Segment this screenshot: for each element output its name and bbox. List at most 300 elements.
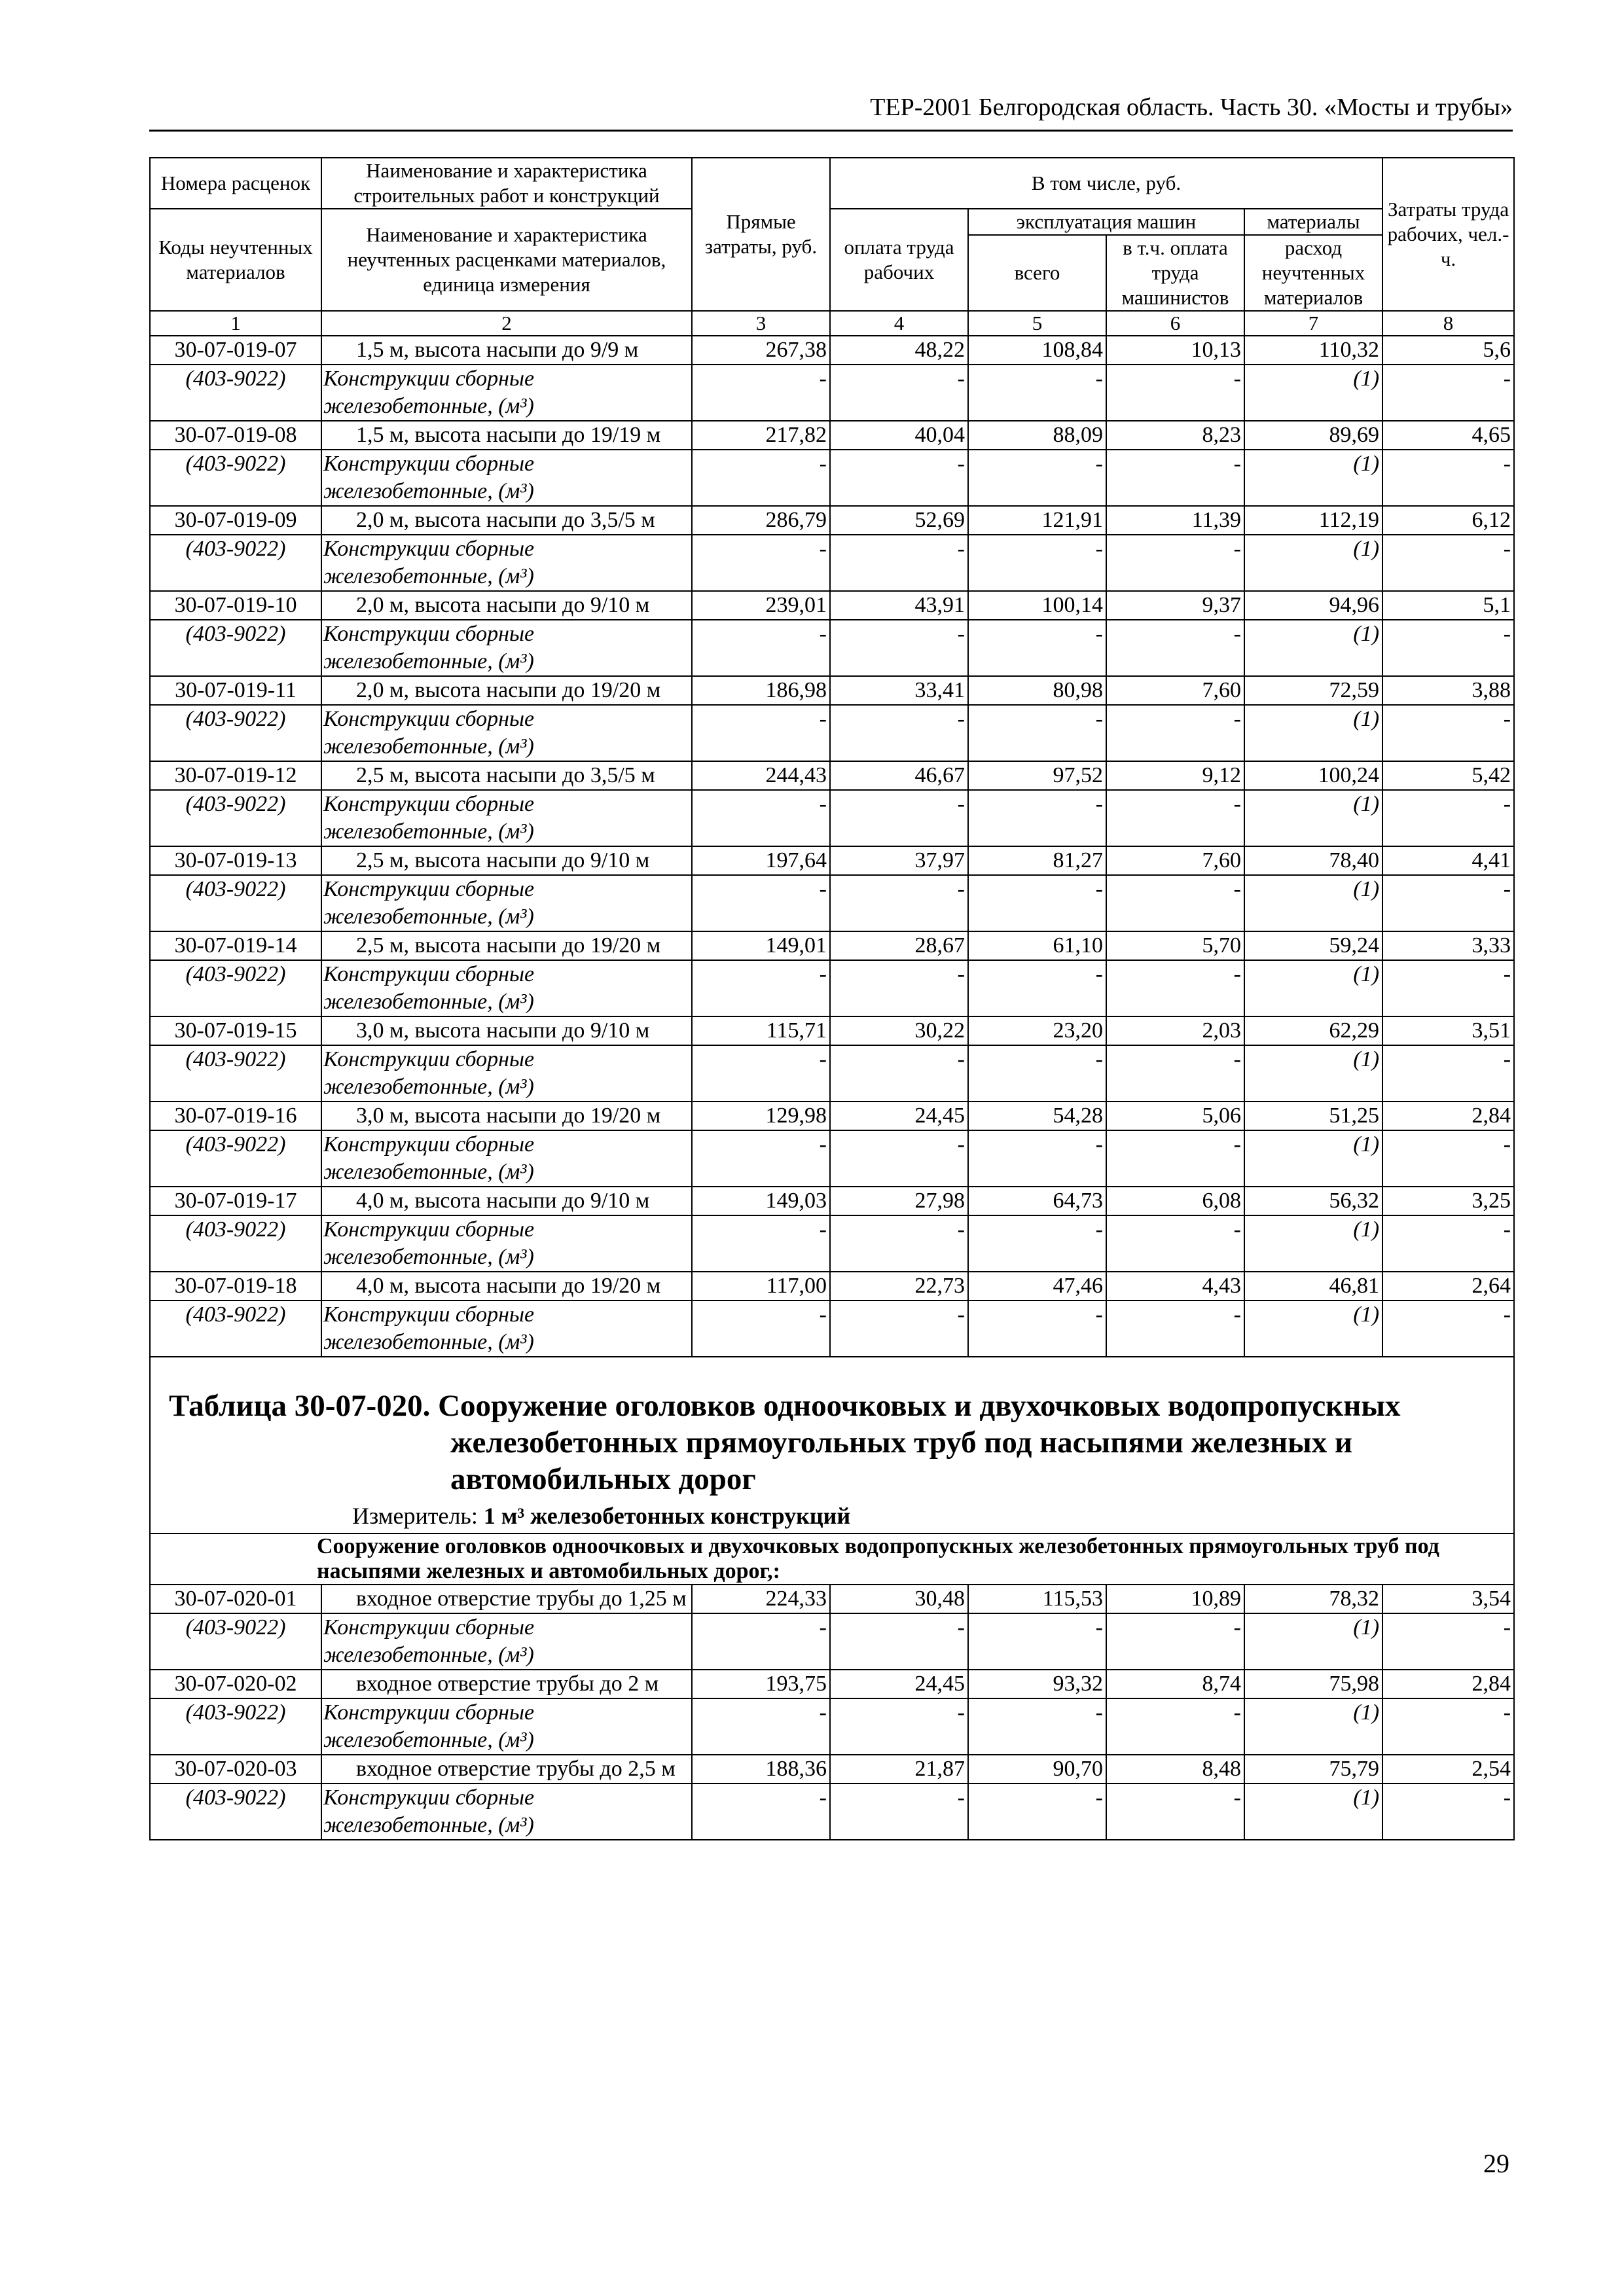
- rate-value: 78,40: [1244, 846, 1382, 875]
- rate-value: 80,98: [968, 676, 1106, 705]
- rate-value: 5,42: [1382, 761, 1514, 790]
- rate-value: 267,38: [692, 336, 830, 365]
- material-value: -: [1382, 535, 1514, 591]
- material-value: -: [1106, 1698, 1244, 1755]
- material-description: Конструкции сборные железобетонные, (м³): [321, 535, 692, 591]
- material-value: -: [830, 960, 968, 1016]
- material-value: -: [692, 1613, 830, 1670]
- rate-value: 33,41: [830, 676, 968, 705]
- rate-value: 193,75: [692, 1670, 830, 1698]
- material-value: (1): [1244, 1215, 1382, 1272]
- col-labor-pay: оплата труда рабочих: [830, 209, 968, 311]
- material-value: (1): [1244, 1613, 1382, 1670]
- material-value: -: [1382, 1784, 1514, 1840]
- material-value: (1): [1244, 1300, 1382, 1357]
- material-value: (1): [1244, 960, 1382, 1016]
- material-value: (1): [1244, 1698, 1382, 1755]
- material-value: -: [692, 705, 830, 761]
- rate-row: [150, 1016, 1514, 1045]
- rate-row: [150, 1670, 1514, 1698]
- material-description: Конструкции сборные железобетонные, (м³): [321, 620, 692, 676]
- rate-value: 6,08: [1106, 1187, 1244, 1215]
- material-value: -: [1382, 1300, 1514, 1357]
- material-value: -: [1106, 365, 1244, 421]
- material-description: Конструкции сборные железобетонные, (м³): [321, 1698, 692, 1755]
- material-value: -: [1382, 1215, 1514, 1272]
- rate-value: 4,43: [1106, 1272, 1244, 1300]
- col-name-top: Наименование и характеристика строительных работ и конструкций: [321, 158, 692, 209]
- material-code: (403-9022): [150, 620, 321, 676]
- rate-value: 8,74: [1106, 1670, 1244, 1698]
- rate-value: 2,64: [1382, 1272, 1514, 1300]
- rate-code: 30-07-019-09: [150, 506, 321, 535]
- material-value: -: [830, 1045, 968, 1102]
- rate-value: 28,67: [830, 931, 968, 960]
- material-value: -: [1382, 790, 1514, 846]
- material-code: (403-9022): [150, 960, 321, 1016]
- rate-value: 61,10: [968, 931, 1106, 960]
- col-incl-header: В том числе, руб.: [830, 158, 1382, 209]
- rate-value: 9,37: [1106, 591, 1244, 620]
- rate-value: 5,1: [1382, 591, 1514, 620]
- rate-description: 3,0 м, высота насыпи до 9/10 м: [321, 1016, 692, 1045]
- material-value: -: [1106, 1215, 1244, 1272]
- rate-row: [150, 846, 1514, 875]
- material-value: -: [830, 875, 968, 931]
- material-value: -: [1106, 1784, 1244, 1840]
- rates-table: [149, 157, 1515, 1840]
- rate-value: 188,36: [692, 1755, 830, 1784]
- material-description: Конструкции сборные железобетонные, (м³): [321, 1045, 692, 1102]
- rate-value: 2,54: [1382, 1755, 1514, 1784]
- rate-value: 112,19: [1244, 506, 1382, 535]
- rate-description: 4,0 м, высота насыпи до 9/10 м: [321, 1187, 692, 1215]
- rate-value: 9,12: [1106, 761, 1244, 790]
- rate-value: 217,82: [692, 421, 830, 450]
- material-row: [150, 1300, 1514, 1357]
- rate-value: 4,65: [1382, 421, 1514, 450]
- rate-value: 7,60: [1106, 846, 1244, 875]
- table-body-020: [150, 1585, 1514, 1840]
- rate-value: 239,01: [692, 591, 830, 620]
- rate-value: 5,06: [1106, 1102, 1244, 1130]
- material-value: -: [1106, 535, 1244, 591]
- rate-value: 244,43: [692, 761, 830, 790]
- rate-value: 117,00: [692, 1272, 830, 1300]
- table-body-019: [150, 336, 1514, 1357]
- col-machines: эксплуатация машин: [968, 209, 1244, 235]
- rate-value: 64,73: [968, 1187, 1106, 1215]
- rate-description: 2,0 м, высота насыпи до 19/20 м: [321, 676, 692, 705]
- rate-row: [150, 336, 1514, 365]
- material-value: -: [830, 1300, 968, 1357]
- rate-value: 6,12: [1382, 506, 1514, 535]
- rate-value: 2,84: [1382, 1102, 1514, 1130]
- rate-description: входное отверстие трубы до 1,25 м: [321, 1585, 692, 1613]
- rate-description: 1,5 м, высота насыпи до 9/9 м: [321, 336, 692, 365]
- material-value: (1): [1244, 1045, 1382, 1102]
- rate-value: 3,25: [1382, 1187, 1514, 1215]
- rate-row: [150, 1102, 1514, 1130]
- material-value: -: [830, 1613, 968, 1670]
- material-code: (403-9022): [150, 450, 321, 506]
- rate-code: 30-07-019-10: [150, 591, 321, 620]
- material-value: -: [692, 535, 830, 591]
- material-value: (1): [1244, 365, 1382, 421]
- rate-value: 108,84: [968, 336, 1106, 365]
- material-value: -: [968, 1698, 1106, 1755]
- rate-value: 224,33: [692, 1585, 830, 1613]
- rate-row: [150, 506, 1514, 535]
- rate-code: 30-07-019-15: [150, 1016, 321, 1045]
- rate-value: 4,41: [1382, 846, 1514, 875]
- col-number: 1: [150, 311, 321, 336]
- material-value: -: [1382, 960, 1514, 1016]
- rate-value: 46,67: [830, 761, 968, 790]
- material-value: -: [692, 1698, 830, 1755]
- rate-value: 21,87: [830, 1755, 968, 1784]
- material-row: [150, 1613, 1514, 1670]
- col-number: 8: [1382, 311, 1514, 336]
- material-value: (1): [1244, 535, 1382, 591]
- material-row: [150, 1784, 1514, 1840]
- material-code: (403-9022): [150, 535, 321, 591]
- material-value: (1): [1244, 620, 1382, 676]
- material-value: -: [1106, 1613, 1244, 1670]
- material-value: -: [968, 620, 1106, 676]
- rate-value: 75,79: [1244, 1755, 1382, 1784]
- material-description: Конструкции сборные железобетонные, (м³): [321, 790, 692, 846]
- material-value: -: [1106, 620, 1244, 676]
- material-description: Конструкции сборные железобетонные, (м³): [321, 365, 692, 421]
- rate-value: 3,54: [1382, 1585, 1514, 1613]
- rate-value: 46,81: [1244, 1272, 1382, 1300]
- material-row: [150, 365, 1514, 421]
- rate-value: 30,22: [830, 1016, 968, 1045]
- material-row: [150, 1130, 1514, 1187]
- material-value: -: [1106, 875, 1244, 931]
- material-row: [150, 1698, 1514, 1755]
- rate-value: 100,24: [1244, 761, 1382, 790]
- rate-value: 10,13: [1106, 336, 1244, 365]
- col-name-bottom: Наименование и характеристика неучтенных расценками материалов, единица измерения: [321, 209, 692, 311]
- rate-value: 100,14: [968, 591, 1106, 620]
- rate-value: 97,52: [968, 761, 1106, 790]
- rate-description: 2,0 м, высота насыпи до 3,5/5 м: [321, 506, 692, 535]
- material-value: -: [1382, 1698, 1514, 1755]
- material-value: -: [830, 1784, 968, 1840]
- material-value: -: [830, 620, 968, 676]
- rate-value: 23,20: [968, 1016, 1106, 1045]
- material-description: Конструкции сборные железобетонные, (м³): [321, 1300, 692, 1357]
- material-value: -: [968, 365, 1106, 421]
- measurement-unit: Измеритель: 1 м³ железобетонных конструкций: [352, 1503, 851, 1529]
- material-value: -: [830, 790, 968, 846]
- rate-value: 22,73: [830, 1272, 968, 1300]
- col-number: 7: [1244, 311, 1382, 336]
- rate-value: 3,88: [1382, 676, 1514, 705]
- rate-value: 72,59: [1244, 676, 1382, 705]
- col-direct-costs: Прямые затраты, руб.: [692, 158, 830, 311]
- rate-value: 89,69: [1244, 421, 1382, 450]
- material-value: -: [968, 790, 1106, 846]
- rate-value: 75,98: [1244, 1670, 1382, 1698]
- material-value: -: [1106, 450, 1244, 506]
- rate-value: 47,46: [968, 1272, 1106, 1300]
- material-code: (403-9022): [150, 875, 321, 931]
- rate-code: 30-07-019-13: [150, 846, 321, 875]
- material-value: -: [692, 1215, 830, 1272]
- rate-value: 7,60: [1106, 676, 1244, 705]
- material-value: -: [968, 535, 1106, 591]
- material-row: [150, 1045, 1514, 1102]
- rate-value: 27,98: [830, 1187, 968, 1215]
- table-title: Таблица 30-07-020. Сооружение оголовков одноочковых и двухочковых водопропускных железобетонных прямоугольных труб под насыпями железных и автомобильных дорог: [169, 1389, 1401, 1496]
- material-value: -: [968, 960, 1106, 1016]
- rate-value: 115,53: [968, 1585, 1106, 1613]
- material-description: Конструкции сборные железобетонные, (м³): [321, 1215, 692, 1272]
- rate-code: 30-07-019-18: [150, 1272, 321, 1300]
- col-machines-total: всего: [968, 235, 1106, 311]
- material-value: -: [968, 1613, 1106, 1670]
- material-value: -: [830, 1130, 968, 1187]
- rate-value: 56,32: [1244, 1187, 1382, 1215]
- col-number: 5: [968, 311, 1106, 336]
- rate-description: 2,0 м, высота насыпи до 9/10 м: [321, 591, 692, 620]
- rate-value: 37,97: [830, 846, 968, 875]
- material-value: -: [692, 1784, 830, 1840]
- material-description: Конструкции сборные железобетонные, (м³): [321, 705, 692, 761]
- rate-value: 3,33: [1382, 931, 1514, 960]
- rate-row: [150, 1187, 1514, 1215]
- material-value: -: [830, 1215, 968, 1272]
- rate-value: 62,29: [1244, 1016, 1382, 1045]
- rate-value: 8,48: [1106, 1755, 1244, 1784]
- material-value: -: [830, 535, 968, 591]
- rate-value: 8,23: [1106, 421, 1244, 450]
- col-machinists-pay: в т.ч. оплата труда машинистов: [1106, 235, 1244, 311]
- col-number: 3: [692, 311, 830, 336]
- rate-code: 30-07-019-11: [150, 676, 321, 705]
- material-value: (1): [1244, 1784, 1382, 1840]
- material-value: -: [1382, 875, 1514, 931]
- col-labor-costs: Затраты труда рабочих, чел.-ч.: [1382, 158, 1514, 311]
- col-number: 2: [321, 311, 692, 336]
- rate-value: 30,48: [830, 1585, 968, 1613]
- col-codes-top: Номера расценок: [150, 158, 321, 209]
- material-value: -: [1382, 620, 1514, 676]
- rate-description: 2,5 м, высота насыпи до 9/10 м: [321, 846, 692, 875]
- rate-description: входное отверстие трубы до 2,5 м: [321, 1755, 692, 1784]
- material-row: [150, 535, 1514, 591]
- material-description: Конструкции сборные железобетонные, (м³): [321, 1613, 692, 1670]
- rate-row: [150, 931, 1514, 960]
- table-title-block: [150, 1357, 1514, 1534]
- header-rule: [149, 130, 1513, 132]
- material-value: -: [1106, 1045, 1244, 1102]
- rate-value: 2,84: [1382, 1670, 1514, 1698]
- col-codes-bottom: Коды неучтенных материалов: [150, 209, 321, 311]
- rate-code: 30-07-019-12: [150, 761, 321, 790]
- rate-value: 115,71: [692, 1016, 830, 1045]
- rate-value: 3,51: [1382, 1016, 1514, 1045]
- rate-value: 24,45: [830, 1102, 968, 1130]
- material-value: -: [1382, 1130, 1514, 1187]
- material-value: -: [968, 875, 1106, 931]
- material-value: (1): [1244, 1130, 1382, 1187]
- rate-description: 2,5 м, высота насыпи до 19/20 м: [321, 931, 692, 960]
- material-value: -: [692, 960, 830, 1016]
- rate-value: 5,70: [1106, 931, 1244, 960]
- material-value: -: [1106, 960, 1244, 1016]
- material-code: (403-9022): [150, 790, 321, 846]
- material-value: -: [968, 705, 1106, 761]
- material-value: (1): [1244, 450, 1382, 506]
- material-row: [150, 450, 1514, 506]
- material-description: Конструкции сборные железобетонные, (м³): [321, 450, 692, 506]
- rate-value: 88,09: [968, 421, 1106, 450]
- rate-value: 2,03: [1106, 1016, 1244, 1045]
- rate-value: 94,96: [1244, 591, 1382, 620]
- material-code: (403-9022): [150, 1300, 321, 1357]
- material-description: Конструкции сборные железобетонные, (м³): [321, 1130, 692, 1187]
- material-description: Конструкции сборные железобетонные, (м³): [321, 875, 692, 931]
- material-value: -: [1106, 790, 1244, 846]
- material-value: -: [692, 365, 830, 421]
- material-description: Конструкции сборные железобетонные, (м³): [321, 1784, 692, 1840]
- material-value: -: [830, 1698, 968, 1755]
- material-code: (403-9022): [150, 1784, 321, 1840]
- material-code: (403-9022): [150, 365, 321, 421]
- rate-value: 48,22: [830, 336, 968, 365]
- rate-row: [150, 1272, 1514, 1300]
- rate-description: 3,0 м, высота насыпи до 19/20 м: [321, 1102, 692, 1130]
- col-materials: материалы: [1244, 209, 1382, 235]
- table-030-07-020-header: [150, 1357, 1514, 1585]
- material-code: (403-9022): [150, 1698, 321, 1755]
- material-value: -: [1382, 1613, 1514, 1670]
- col-number: 4: [830, 311, 968, 336]
- material-value: -: [1106, 705, 1244, 761]
- rate-value: 43,91: [830, 591, 968, 620]
- rate-value: 186,98: [692, 676, 830, 705]
- material-value: -: [968, 1300, 1106, 1357]
- rate-description: входное отверстие трубы до 2 м: [321, 1670, 692, 1698]
- rate-value: 78,32: [1244, 1585, 1382, 1613]
- material-code: (403-9022): [150, 705, 321, 761]
- material-value: -: [1382, 450, 1514, 506]
- page-number: 29: [1483, 2149, 1509, 2178]
- rate-value: 5,6: [1382, 336, 1514, 365]
- rate-value: 52,69: [830, 506, 968, 535]
- rate-value: 11,39: [1106, 506, 1244, 535]
- material-value: (1): [1244, 875, 1382, 931]
- rate-description: 2,5 м, высота насыпи до 3,5/5 м: [321, 761, 692, 790]
- rate-value: 286,79: [692, 506, 830, 535]
- rate-row: [150, 676, 1514, 705]
- rate-row: [150, 591, 1514, 620]
- material-value: -: [692, 790, 830, 846]
- material-value: -: [830, 705, 968, 761]
- running-header: ТЕР-2001 Белгородская область. Часть 30. «Мосты и трубы»: [870, 94, 1513, 121]
- material-value: -: [968, 1215, 1106, 1272]
- material-value: -: [692, 875, 830, 931]
- section-heading: Сооружение оголовков одноочковых и двухочковых водопропускных железобетонных прямоугольных труб под насыпями железных и автомобильных дорог,:: [150, 1534, 1514, 1585]
- rate-value: 121,91: [968, 506, 1106, 535]
- rate-code: 30-07-020-02: [150, 1670, 321, 1698]
- material-row: [150, 620, 1514, 676]
- material-code: (403-9022): [150, 1045, 321, 1102]
- rate-row: [150, 421, 1514, 450]
- rate-value: 10,89: [1106, 1585, 1244, 1613]
- material-value: -: [968, 1784, 1106, 1840]
- rate-value: 149,01: [692, 931, 830, 960]
- material-value: -: [1382, 365, 1514, 421]
- rate-value: 129,98: [692, 1102, 830, 1130]
- col-unaccounted-materials: расход неучтенных материалов: [1244, 235, 1382, 311]
- material-value: -: [1382, 1045, 1514, 1102]
- rate-code: 30-07-019-16: [150, 1102, 321, 1130]
- material-value: -: [830, 365, 968, 421]
- material-row: [150, 705, 1514, 761]
- rate-row: [150, 761, 1514, 790]
- material-value: -: [692, 1045, 830, 1102]
- rate-value: 59,24: [1244, 931, 1382, 960]
- material-value: -: [692, 1300, 830, 1357]
- material-row: [150, 790, 1514, 846]
- rate-code: 30-07-019-14: [150, 931, 321, 960]
- rate-value: 149,03: [692, 1187, 830, 1215]
- material-code: (403-9022): [150, 1130, 321, 1187]
- material-value: -: [692, 450, 830, 506]
- rate-value: 24,45: [830, 1670, 968, 1698]
- material-code: (403-9022): [150, 1613, 321, 1670]
- rate-value: 197,64: [692, 846, 830, 875]
- rate-row: [150, 1585, 1514, 1613]
- rate-code: 30-07-020-03: [150, 1755, 321, 1784]
- rate-value: 90,70: [968, 1755, 1106, 1784]
- rate-description: 1,5 м, высота насыпи до 19/19 м: [321, 421, 692, 450]
- rate-description: 4,0 м, высота насыпи до 19/20 м: [321, 1272, 692, 1300]
- rate-value: 81,27: [968, 846, 1106, 875]
- material-value: -: [1106, 1300, 1244, 1357]
- rate-value: 40,04: [830, 421, 968, 450]
- col-number: 6: [1106, 311, 1244, 336]
- rate-code: 30-07-019-07: [150, 336, 321, 365]
- rate-value: 93,32: [968, 1670, 1106, 1698]
- material-value: (1): [1244, 790, 1382, 846]
- rate-code: 30-07-019-08: [150, 421, 321, 450]
- material-value: -: [1106, 1130, 1244, 1187]
- rate-code: 30-07-019-17: [150, 1187, 321, 1215]
- material-code: (403-9022): [150, 1215, 321, 1272]
- rate-code: 30-07-020-01: [150, 1585, 321, 1613]
- material-value: -: [968, 1045, 1106, 1102]
- material-value: -: [692, 620, 830, 676]
- material-value: -: [968, 1130, 1106, 1187]
- material-description: Конструкции сборные железобетонные, (м³): [321, 960, 692, 1016]
- rate-value: 51,25: [1244, 1102, 1382, 1130]
- rate-row: [150, 1755, 1514, 1784]
- material-value: -: [692, 1130, 830, 1187]
- material-row: [150, 1215, 1514, 1272]
- rate-value: 54,28: [968, 1102, 1106, 1130]
- rate-value: 110,32: [1244, 336, 1382, 365]
- material-value: -: [968, 450, 1106, 506]
- material-row: [150, 875, 1514, 931]
- material-row: [150, 960, 1514, 1016]
- material-value: -: [830, 450, 968, 506]
